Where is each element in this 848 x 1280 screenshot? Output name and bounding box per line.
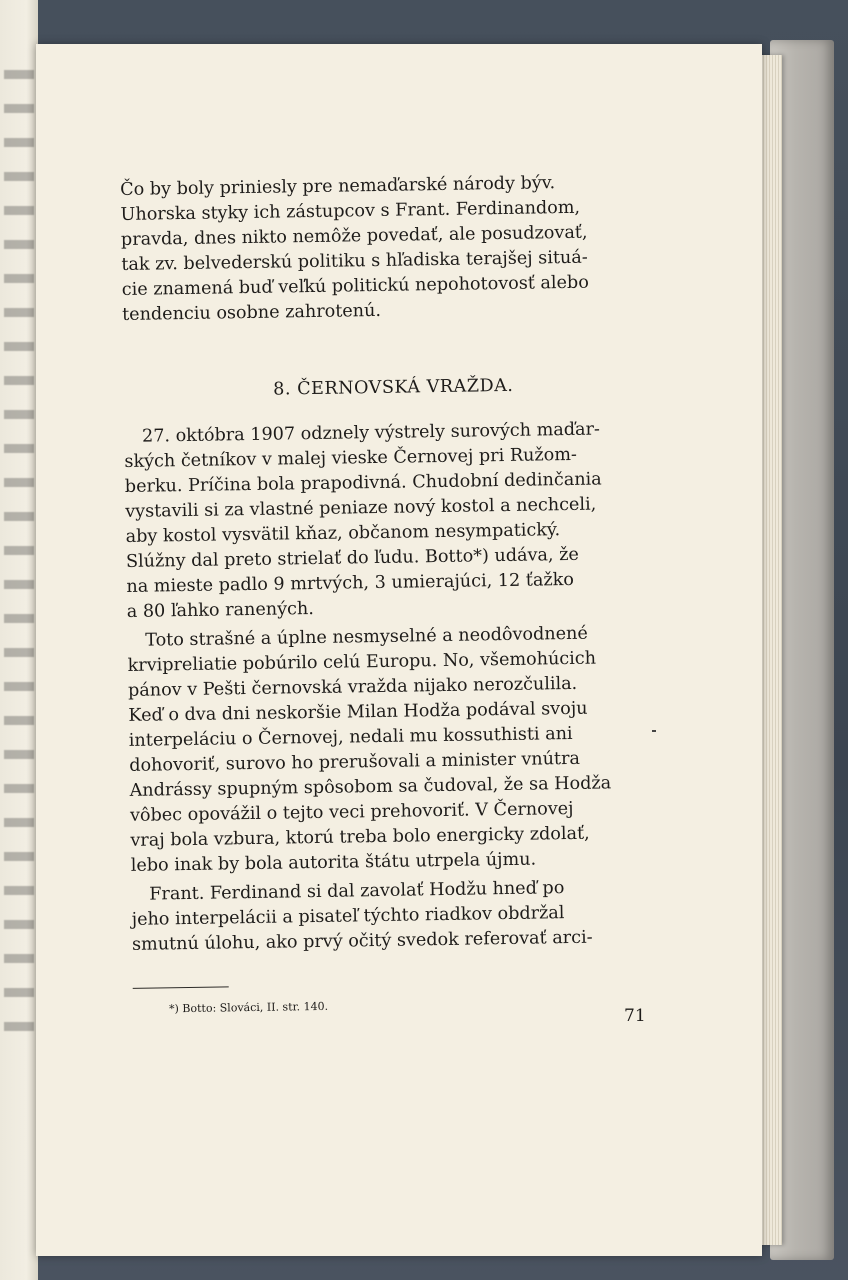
text-line: vôbec opovážil o tejto veci prehovoriť. V Černovej	[129, 798, 574, 826]
text-line: cie znamená buď veľkú politickú nepohotovosť alebo	[121, 272, 589, 300]
section-heading: 8. ČERNOVSKÁ VRAŽDA.	[273, 375, 514, 400]
text-line: na mieste padlo 9 mrtvých, 3 umierajúci, 12 ťažko	[126, 569, 575, 597]
text-line: tak zv. belvederskú politiku s hľadiska terajšej situá-	[121, 247, 588, 275]
footnote: *) Botto: Slováci, II. str. 140.	[168, 999, 329, 1016]
text-line: Andrássy spupným spôsobom sa čudoval, že sa Hodža	[129, 773, 612, 801]
page-text-block	[120, 170, 673, 1022]
book-page	[36, 44, 762, 1256]
ink-mark	[652, 730, 656, 732]
text-line: tendenciu osobne zahrotenú.	[121, 300, 382, 325]
footnote-divider	[133, 986, 229, 989]
text-line: Frant. Ferdinand si dal zavolať Hodžu hneď po	[149, 878, 565, 905]
paragraph-2	[124, 416, 667, 624]
text-line: Uhorska styky ich zástupcov s Frant. Ferdinandom,	[120, 197, 581, 225]
text-line: pánov v Pešti černovská vražda nijako nerozčulila.	[127, 673, 578, 701]
text-line: Čo by boly priniesly pre nemaďarské národy býv.	[120, 173, 556, 200]
paragraph-4	[131, 874, 672, 957]
text-line: Slúžny dal preto strielať do ľudu. Botto*) udáva, že	[125, 544, 579, 572]
text-line: Keď o dva dni neskoršie Milan Hodža podával svoju	[128, 698, 588, 726]
text-line: vraj bola vzbura, ktorú treba bolo energicky zdolať,	[130, 823, 590, 851]
paragraph-1	[120, 170, 662, 328]
text-line: lebo inak by bola autorita štátu utrpela újmu.	[130, 849, 537, 876]
text-line: a 80 ľahko ranených.	[126, 599, 314, 622]
text-line: aby kostol vysvätil kňaz, občanom nesympatický.	[125, 520, 561, 547]
text-line: berku. Príčina bola prapodivná. Chudobní dedinčania	[124, 469, 602, 497]
text-line: dohovoriť, surovo ho prerušovali a minister vnútra	[129, 748, 581, 776]
paragraph-3	[127, 620, 671, 878]
text-line: vystavili si za vlastné peniaze nový kostol a nechceli,	[125, 494, 597, 522]
text-line: ských četníkov v malej vieske Černovej pri Ružom-	[124, 444, 578, 472]
text-line: smutnú úlohu, ako prvý očitý svedok referovať arci-	[131, 927, 593, 955]
left-page-text-fragments	[4, 70, 34, 1050]
text-line: pravda, dnes nikto nemôže povedať, ale posudzovať,	[120, 222, 588, 250]
text-line: interpeláciu o Černovej, nedali mu kossuthisti ani	[128, 723, 573, 751]
text-line: jeho interpelácii a pisateľ týchto riadkov obdržal	[131, 903, 565, 930]
left-facing-page	[0, 0, 38, 1280]
text-line: krvipreliatie pobúrilo celú Europu. No, všemohúcich	[127, 648, 597, 676]
text-line: 27. októbra 1907 odznely výstrely surových maďar-	[141, 419, 601, 447]
text-line: Toto strašné a úplne nesmyselné a neodôvodnené	[145, 623, 588, 651]
page-number: 71	[624, 1006, 646, 1026]
